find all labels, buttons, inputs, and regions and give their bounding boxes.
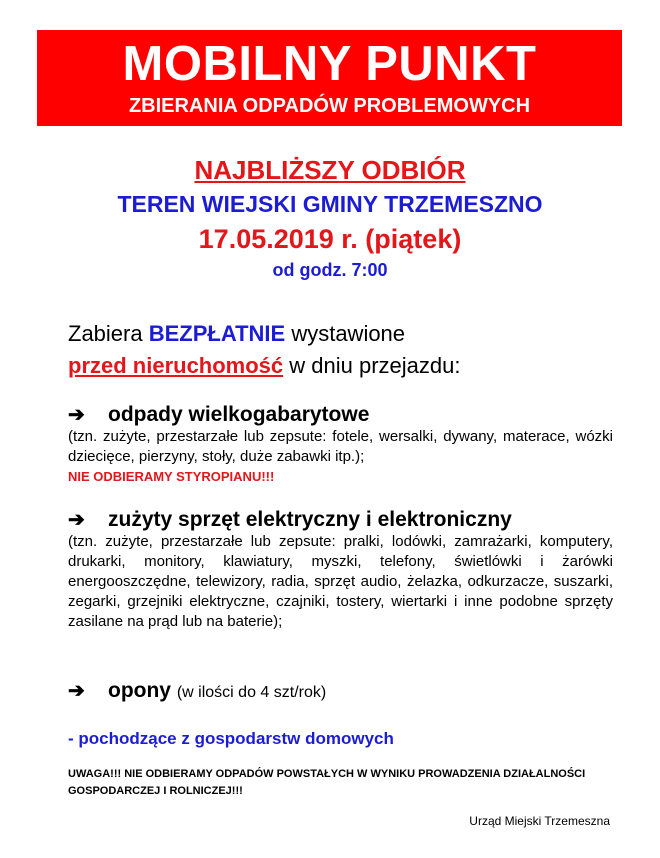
pickup-heading: NAJBLIŻSZY ODBIÓR [194,155,466,185]
arrow-right-icon: ➔ [68,509,85,531]
origin-note: - pochodzące z gospodarstw domowych [68,729,394,748]
page-subtitle: ZBIERANIA ODPADÓW PROBLEMOWYCH [128,95,531,117]
signature: Urząd Miejski Trzemeszna [469,814,610,828]
intro-text [68,318,460,382]
list-item-bulky-waste [68,402,613,484]
intro-emphasis: BEZPŁATNIE [148,321,286,346]
intro-part1: Zabiera [68,321,149,346]
item-note: (w ilości do 4 szt/rok) [176,684,327,701]
item-warning: NIE ODBIERAMY STYROPIANU!!! [68,469,275,484]
item-title: opony [108,679,171,702]
item-title: zużyty sprzęt elektryczny i elektroniczny [108,508,512,531]
intro-part2: wystawione [285,321,406,346]
intro-line-2 [68,350,460,382]
item-description: (tzn. zużyte, przestarzałe lub zepsute: pralki, lodówki, zamrażarki, komputery, drukarki, monitory, klawiatury, myszki, telefony, świetlówki i żarówki energooszczędne, telewizory, radia, sprzęt audio, żelazka, odkurzacze, suszarki, zegarki, grzejniki elektryczne, czajniki, tostery, wiertarki i inne podobne sprzęty zasilane na prąd lub na baterie); [68,533,613,630]
intro-part3: w dniu przejazdu: [283,353,461,378]
pickup-area: TEREN WIEJSKI GMINY TRZEMESZNO [117,191,543,217]
header-banner [37,30,622,126]
list-item-tyres [68,678,613,703]
intro-line-1 [68,318,460,350]
list-item-electronics [68,507,613,632]
warning-note: UWAGA!!! NIE ODBIERAMY ODPADÓW POWSTAŁYCH W WYNIKU PROWADZENIA DZIAŁALNOŚCI GOSPODARCZEJ I ROLNICZEJ!!! [68,768,586,797]
page-title: MOBILNY PUNKT [122,37,537,91]
intro-underlined: przed nieruchomość [68,353,284,378]
arrow-right-icon: ➔ [68,404,85,426]
arrow-right-icon: ➔ [68,680,85,702]
pickup-date: 17.05.2019 r. (piątek) [198,224,462,254]
pickup-time: od godz. 7:00 [272,260,388,280]
item-title: odpady wielkogabarytowe [108,403,370,426]
item-description: (tzn. zużyte, przestarzałe lub zepsute: fotele, wersalki, dywany, materace, wózki dziecięce, pierzyny, stoły, duże zabawki itp.); [68,428,613,465]
